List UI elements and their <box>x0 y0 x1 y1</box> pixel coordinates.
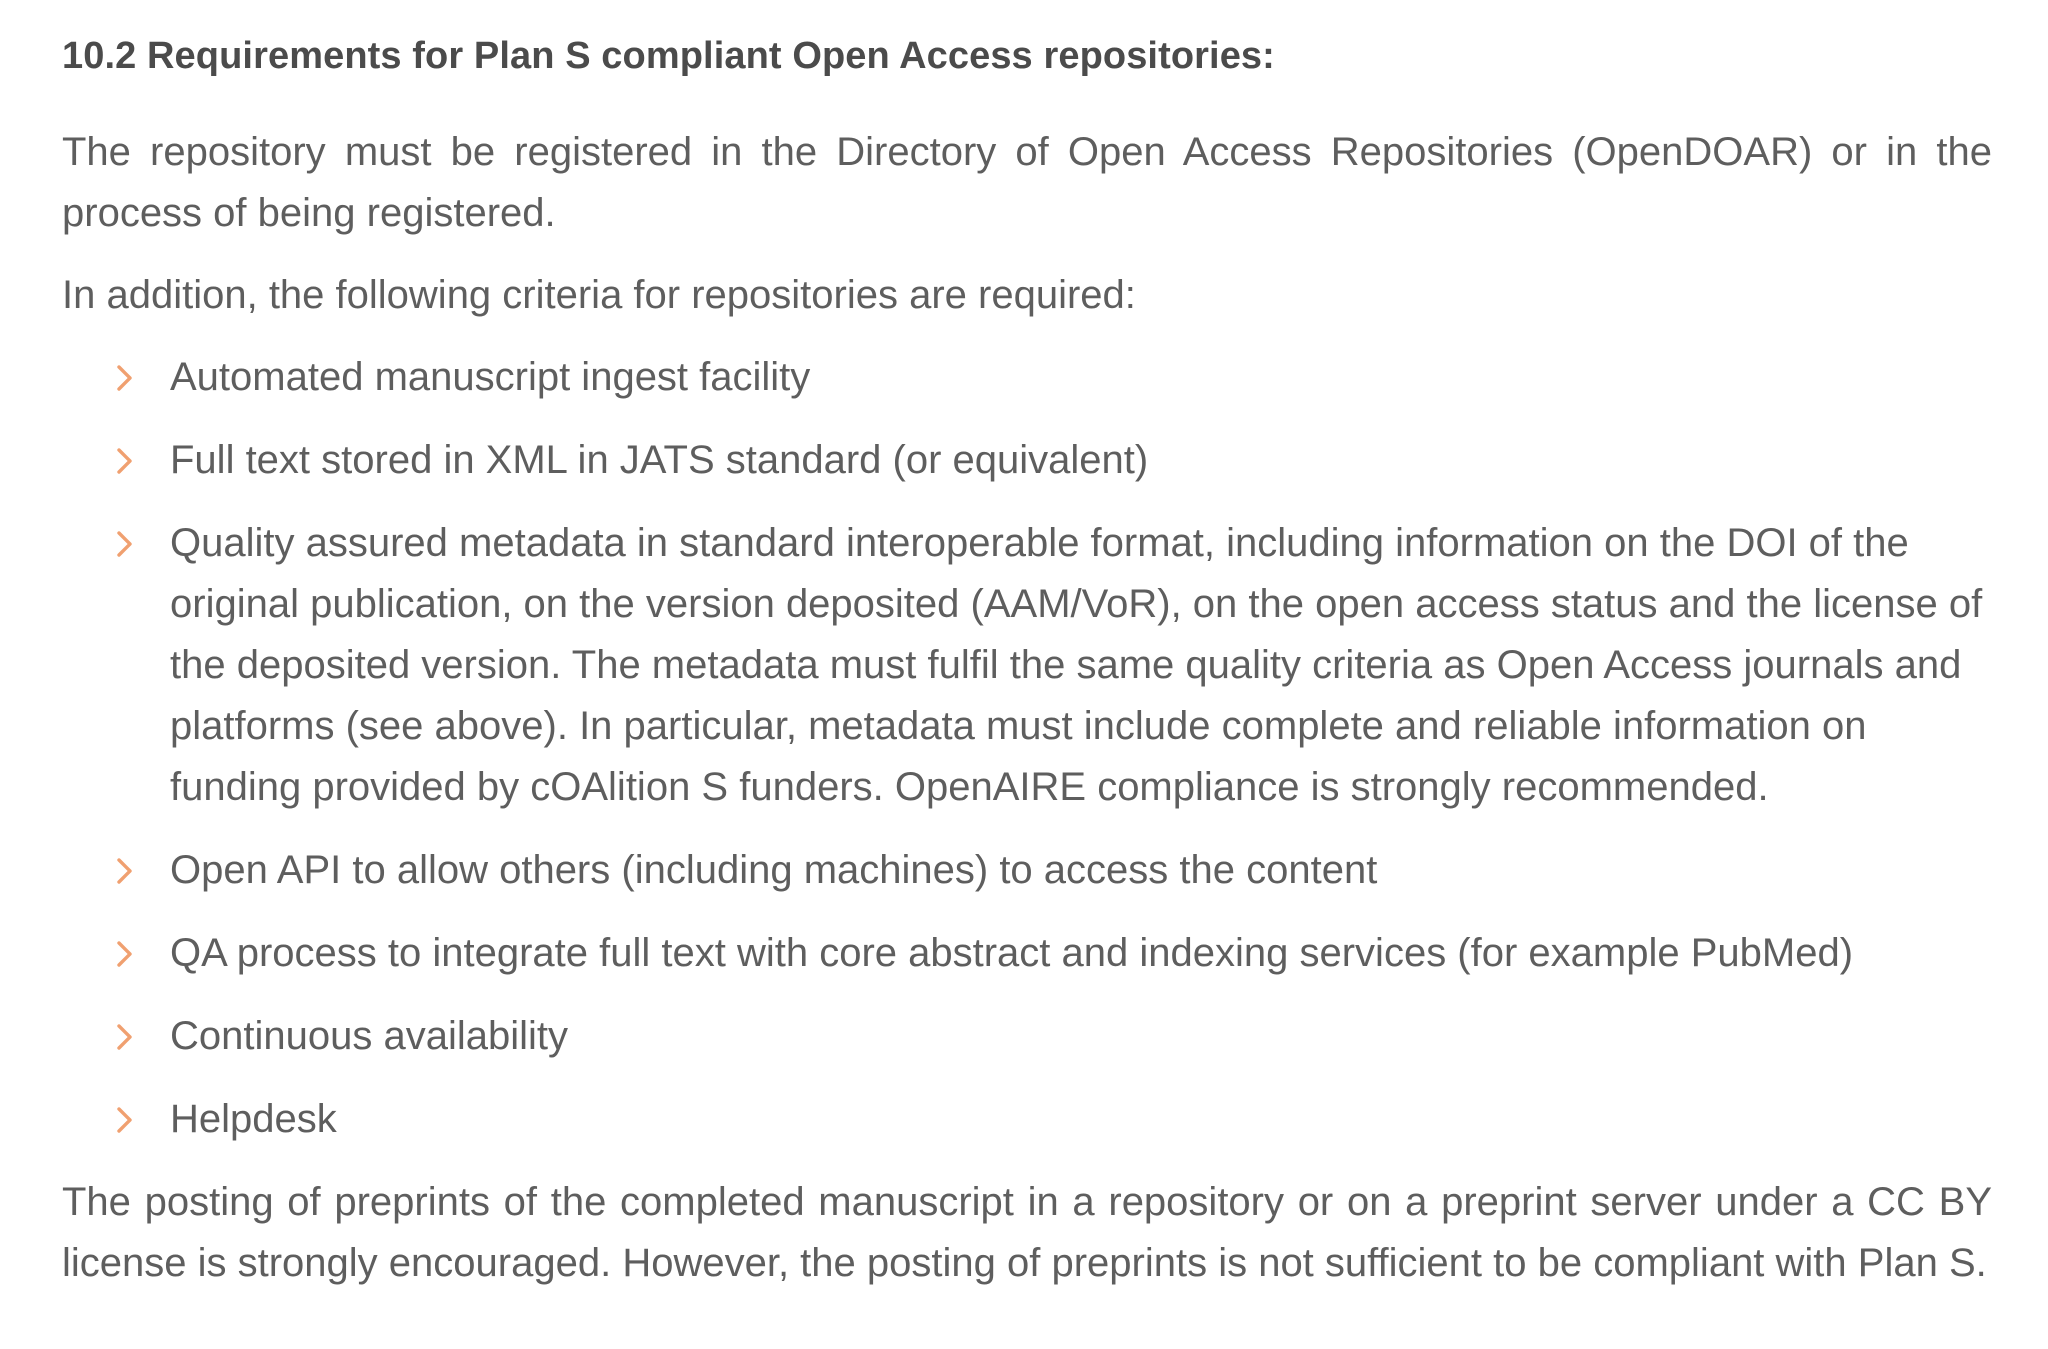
article-section <box>62 30 1992 1294</box>
list-item <box>62 840 1992 901</box>
list-item <box>62 1089 1992 1150</box>
section-heading: 10.2 Requirements for Plan S compliant Open Access repositories: <box>62 35 1275 77</box>
chevron-right-icon <box>114 529 136 559</box>
criteria-intro: In addition, the following criteria for repositories are required: <box>62 273 1136 317</box>
chevron-right-icon <box>114 1022 136 1052</box>
list-item <box>62 923 1992 984</box>
chevron-right-icon <box>114 363 136 393</box>
closing-paragraph: The posting of preprints of the completed manuscript in a repository or on a preprint server under a CC BY license is strongly encouraged. However, the posting of preprints is not sufficient to be compliant with Plan S. <box>62 1180 1992 1285</box>
chevron-right-icon <box>114 446 136 476</box>
chevron-right-icon <box>114 939 136 969</box>
list-item <box>62 1006 1992 1067</box>
list-item <box>62 347 1992 408</box>
list-item-text: Helpdesk <box>170 1097 337 1141</box>
list-item-text: QA process to integrate full text with core abstract and indexing services (for example PubMed) <box>170 931 1854 975</box>
list-item <box>62 430 1992 491</box>
list-item <box>62 513 1992 818</box>
chevron-right-icon <box>114 856 136 886</box>
chevron-right-icon <box>114 1105 136 1135</box>
list-item-text: Continuous availability <box>170 1014 569 1058</box>
list-item-text: Open API to allow others (including machines) to access the content <box>170 848 1378 892</box>
criteria-list <box>62 347 1992 1150</box>
list-item-text: Automated manuscript ingest facility <box>170 355 811 399</box>
intro-paragraph: The repository must be registered in the Directory of Open Access Repositories (OpenDOAR) or in the process of being registered. <box>62 130 1992 235</box>
list-item-text: Quality assured metadata in standard interoperable format, including information on the DOI of the original publication, on the version deposited (AAM/VoR), on the open access status and the license of the deposited version. The metadata must fulfil the same quality criteria as Open Access journals and platforms (see above). In particular, metadata must include complete and reliable information on funding provided by cOAlition S funders. OpenAIRE compliance is strongly recommended. <box>170 521 1983 809</box>
list-item-text: Full text stored in XML in JATS standard (or equivalent) <box>170 438 1149 482</box>
